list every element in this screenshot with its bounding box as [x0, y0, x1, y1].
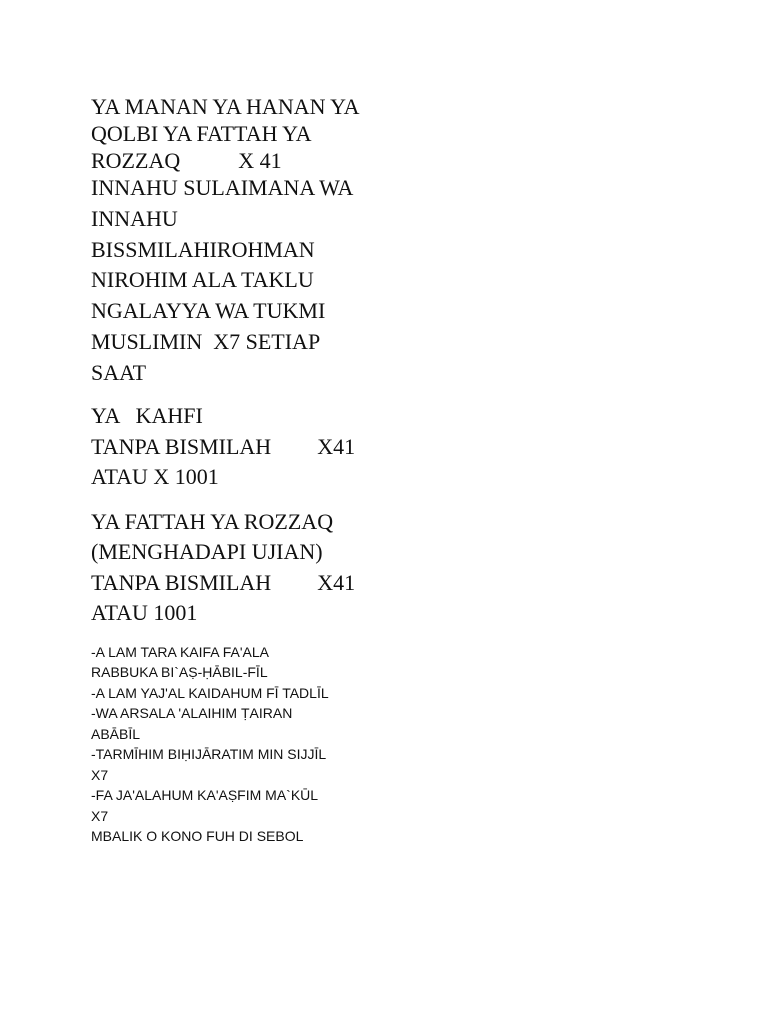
block5-line: -WA ARSALA 'ALAIHIM ṬAIRAN: [91, 705, 293, 721]
block2-line: NGALAYYA WA TUKMI: [91, 298, 326, 323]
block1-line3-text: ROZZAQ: [91, 148, 181, 173]
block5-line: ABĀBĪL: [91, 726, 141, 742]
block1-line2: QOLBI YA FATTAH YA: [91, 121, 312, 146]
block3-line1: YA KAHFI: [91, 403, 203, 428]
block5-line: X7: [91, 767, 109, 783]
block5-line: -FA JA'ALAHUM KA'AṢFIM MA`KŪL: [91, 787, 319, 803]
block2-line: INNAHU: [91, 206, 178, 231]
block2-line: INNAHU SULAIMANA WA: [91, 175, 354, 200]
block4-line3-count: X41: [317, 570, 356, 595]
block2-line: SAAT: [91, 360, 147, 385]
block1-line3-count: X 41: [238, 148, 282, 173]
block4-line1: YA FATTAH YA ROZZAQ: [91, 509, 334, 534]
block3-line3: ATAU X 1001: [91, 464, 219, 489]
block4-line2: (MENGHADAPI UJIAN): [91, 539, 323, 564]
block3-line2: [91, 434, 355, 460]
block4-line3-text: TANPA BISMILAH: [91, 570, 272, 595]
block2-line: NIROHIM ALA TAKLU: [91, 267, 314, 292]
block2-line: MUSLIMIN X7 SETIAP: [91, 329, 321, 354]
block5-line: -TARMĪHIM BIḤIJĀRATIM MIN SIJJĪL: [91, 746, 327, 762]
block5-line: -A LAM YAJ'AL KAIDAHUM FĪ TADLĪL: [91, 685, 329, 701]
block3-line2-text: TANPA BISMILAH: [91, 434, 272, 459]
block4-line4: ATAU 1001: [91, 600, 198, 625]
block3-line2-count: X41: [317, 434, 356, 459]
block5-line: RABBUKA BI`AṢ-ḤĀBIL-FĪL: [91, 664, 268, 680]
block2-line: BISSMILAHIROHMAN: [91, 237, 315, 262]
block4-line3: [91, 570, 355, 596]
block1-line1: YA MANAN YA HANAN YA: [91, 94, 360, 119]
block5-line: MBALIK O KONO FUH DI SEBOL: [91, 828, 304, 844]
block5-line: -A LAM TARA KAIFA FA'ALA: [91, 644, 270, 660]
block5-line: X7: [91, 808, 109, 824]
block1-line3: [91, 148, 282, 174]
